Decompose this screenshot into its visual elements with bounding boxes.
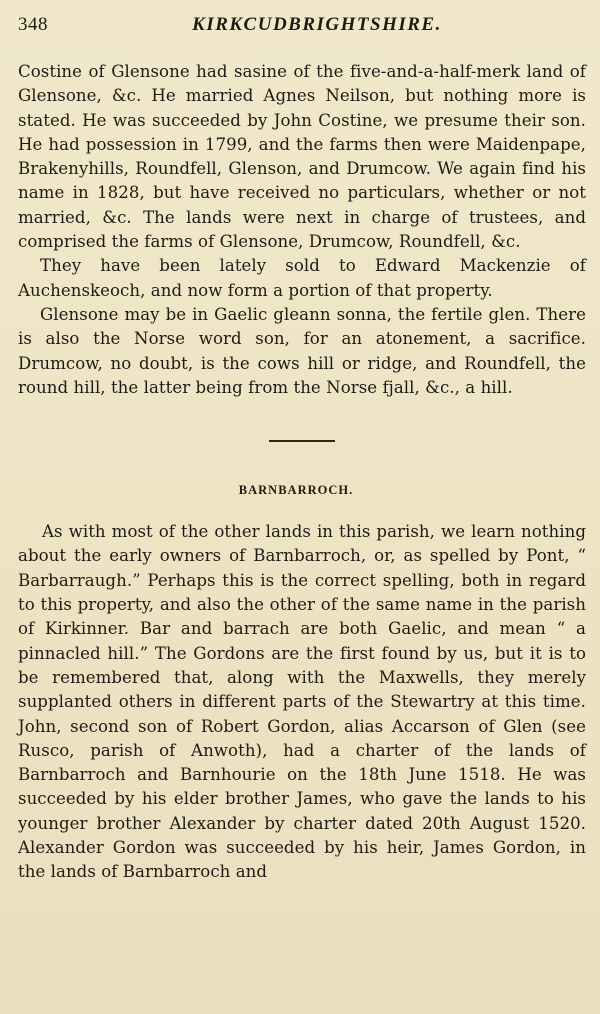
paragraph-glensone-history: Costine of Glensone had sasine of the five-and-a-half-merk land of Glensone, &c. He married Agnes Neilson, but nothing more is stated. He was succeeded by John Costine, we presume their son. He had possession in 1799, and the farms then were Maidenpape, Brakenyhills, Roundfell, Glenson, and Drumcow. We again find his name in 1828, but have received no particulars, whether or not married, &c. The lands were next in charge of trustees, and comprised the farms of Glensone, Drumcow, Roundfell, &c. [18,62,586,252]
section-heading-barnbarroch: BARNBARROCH. [238,483,354,498]
divider-rule [269,440,335,442]
section-barnbarroch [18,520,586,884]
paragraph-glensone-sale: They have been lately sold to Edward Mackenzie of Auchenskeoch, and now form a portion of that property. [18,256,586,300]
running-head [18,8,586,44]
running-title: KIRKCUDBRIGHTSHIRE. [192,14,442,35]
paragraph-glensone-etymology: Glensone may be in Gaelic gleann sonna, the fertile glen. There is also the Norse word son, for an atonement, a sacrifice. Drumcow, no doubt, is the cows hill or ridge, and Roundfell, the round hill, the latter being from the Norse fjall, &c., a hill. [18,304,586,397]
section-divider [18,400,586,460]
paragraph-barnbarroch: As with most of the other lands in this parish, we learn nothing about the early owners of Barnbarroch, or, as spelled by Pont, “ Barbarraugh.” Perhaps this is the correct spelling, both in regard to this property, and also the other of the same name in the parish of Kirkinner. Bar and barrach are both Gaelic, and mean “ a pinnacled hill.” The Gordons are the first found by us, but it is to be remembered that, along with the Maxwells, they merely supplanted others in different parts of the Stewartry at this time. John, second son of Robert Gordon, alias Accarson of Glen (see Rusco, parish of Anwoth), had a charter of the lands of Barnbarroch and Barnhourie on the 18th June 1518. He was succeeded by his elder brother James, who gave the lands to his younger brother Alexander by charter dated 20th August 1520. Alexander Gordon was succeeded by his heir, James Gordon, in the lands of Barnbarroch and [18,522,586,882]
section-glensone [18,60,586,400]
page-number: 348 [18,14,48,35]
